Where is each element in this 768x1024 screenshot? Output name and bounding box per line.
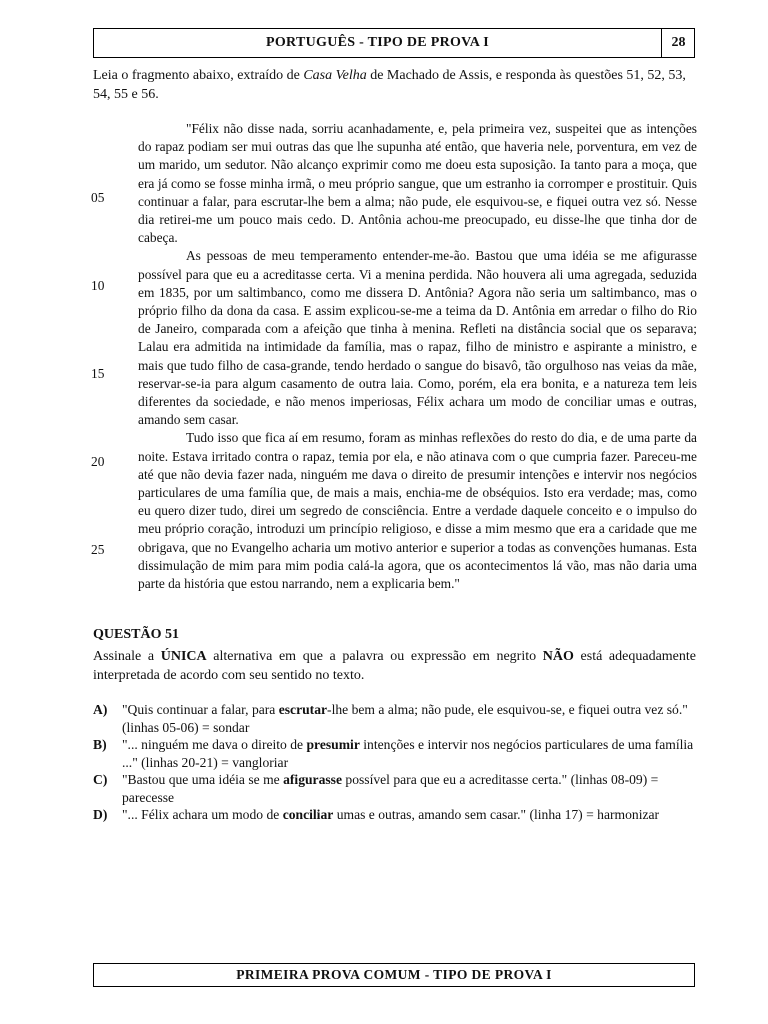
passage-paragraph-1: "Félix não disse nada, sorriu acanhadamente, e, pela primeira vez, suspeitei que as intenções do rapaz podiam ser mui outras das que lhe supunha até então, que haveria nele, porventura, em vez de um marido, um sedutor. Não alcanço exprimir como me doeu esta suposição. Ia tanto para a moça, que era já como se fosse minha irmã, o meu próprio sangue, que um estranho ia corromper e prostituir. Quis continuar a falar, para escrutar-lhe bem a alma; não pude, ele esquivou-se, e fiquei outra vez só. Nesse dia retirei-me um pouco mais cedo. D. Antônia achou-me preocupado, eu disse-lhe que tinha dor de cabeça.: [138, 121, 697, 246]
passage-paragraph-3: Tudo isso que fica aí em resumo, foram as minhas reflexões do resto do dia, e de uma parte da noite. Estava irritado contra o rapaz, temia por ela, e não atinava com o que cumpria fazer. Pareceu-me até que não devia fazer nada, ninguém me dava o direito de presumir intenções e intervir nos negócios particulares de uma família que, de mais a mais, enchia-me de obséquios. Isto era verdade; mas, como eu quero dizer tudo, direi um segredo de consciência. Entre a verdade daquele conceito e o impulso do meu próprio coração, introduzi um princípio religioso, e disse a mim mesmo que era a caridade que me obrigava, que no Evangelho acharia um motivo anterior e superior a todas as convenções humanas. Esta dissimulação de mim para mim podia calá-la agora, que os acontecimentos lá vão, mas não daria uma parte da história que estou narrando, nem a explicaria bem.": [138, 430, 697, 592]
stem-part-3: está adequadamente interpretada de acordo com seu sentido no texto.: [93, 649, 696, 683]
line-number-20: 20: [91, 454, 105, 469]
option-bold-term: conciliar: [282, 807, 334, 822]
passage-paragraph-2: As pessoas de meu temperamento entender-me-ão. Bastou que uma idéia se me afigurasse possível para que eu a acreditasse certa. Vi a menina perdida. Não houvera ali uma agregada, seduzida em 1835, por um saltimbanco, como me dissera D. Antônia? Agora não seria um saltimbanco, mas o próprio filho da dona da casa. E assim explicou-se-me a teima da D. Antônia em arredar o filho do Rio de Janeiro, comparada com a afeição que tinha à menina. Refleti na distância social que os separava; Lalau era admitida na intimidade da família, mas o rapaz, filho de ministro e aspirante a ministro, e mais que tudo filho de casa-grande, tendo herdado o sangue do bisavô, tão orgulhoso nas veias da mãe, reservar-se-ia para algum casamento de outra laia. Como, porém, ela era bonita, e a natureza tem leis diferentes da sociedade, e não menos imperiosas, Félix achara um modo de conciliar umas e outras, amando sem casar.: [138, 248, 697, 428]
intro-text: [93, 66, 695, 104]
footer-title: PRIMEIRA PROVA COMUM - TIPO DE PROVA I: [93, 963, 695, 987]
option-text-before: "Quis continuar a falar, para: [122, 702, 279, 717]
option-letter: A): [93, 702, 108, 717]
option-text-after: possível para que eu a acreditasse certa." (linhas 08-09) = parecesse: [122, 772, 659, 805]
option-bold-term: escrutar: [278, 702, 328, 717]
header-box: [93, 28, 695, 58]
option-text-before: "... ninguém me dava o direito de: [122, 737, 307, 752]
option-text-after: intenções e intervir nos negócios particulares de uma família ..." (linhas 20-21) = vangloriar: [122, 737, 694, 770]
option-c[interactable]: [93, 771, 696, 806]
option-letter: C): [93, 772, 108, 787]
option-text-before: "Bastou que uma idéia se me: [122, 772, 284, 787]
line-number-15: 15: [91, 366, 105, 381]
stem-part-2: alternativa em que a palavra ou expressão em negrito: [206, 649, 543, 664]
option-text-after: umas e outras, amando sem casar." (linha 17) = harmonizar: [333, 807, 660, 822]
option-letter: D): [93, 807, 108, 822]
line-number-10: 10: [91, 278, 105, 293]
stem-bold-nao: NÃO: [542, 649, 574, 664]
line-number-05: 05: [91, 190, 105, 205]
option-d[interactable]: [93, 806, 696, 824]
option-text-after: -lhe bem a alma; não pude, ele esquivou-se, e fiquei outra vez só." (linhas 05-06) = sondar: [122, 702, 688, 735]
option-b[interactable]: [93, 736, 696, 771]
stem-bold-unica: ÚNICA: [160, 649, 207, 664]
page-number: 28: [671, 35, 686, 50]
option-a[interactable]: [93, 701, 696, 736]
passage: [138, 120, 697, 593]
option-text-before: "... Félix achara um modo de: [122, 807, 283, 822]
stem-part-1: Assinale a: [93, 649, 161, 664]
intro-after: de Machado de Assis, e responda às questões 51, 52, 53, 54, 55 e 56.: [93, 68, 686, 102]
option-bold-term: presumir: [306, 737, 360, 752]
line-number-25: 25: [91, 542, 105, 557]
header-title: PORTUGUÊS - TIPO DE PROVA I: [266, 35, 489, 50]
book-title: Casa Velha: [303, 68, 367, 83]
question-title: QUESTÃO 51: [93, 627, 179, 642]
intro-before: Leia o fragmento abaixo, extraído de: [93, 68, 304, 83]
question-stem: [93, 647, 696, 685]
answer-options: [93, 701, 696, 824]
option-letter: B): [93, 737, 107, 752]
option-bold-term: afigurasse: [283, 772, 342, 787]
